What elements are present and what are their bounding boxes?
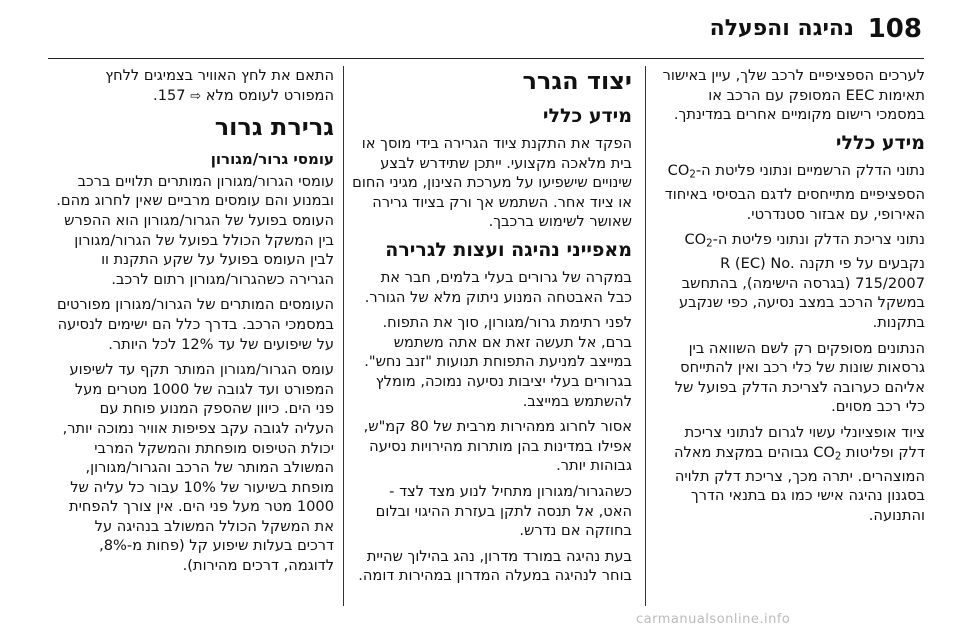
text: נקבעים על פי תקנה R (EC) No. 715/2007 (בגרסה הישימה), בהתחשב במשקל הרכב במצב נסיעה, כפי שנקבע בתקנות.	[679, 255, 925, 332]
heading-towing-equipment: יצוד הגרר	[522, 67, 632, 95]
paragraph: לפני רתימת גרור/מגורון, סוך את התפוח. ברם, אל תעשה זאת אם אתה משתמש במייצב למניעת התפוחת תנועות "זנב נחש". בגרורים בעלי יציבות נסיעה נמוכה, מומלץ להשתמש במייצב.	[364, 314, 632, 410]
text: $ה-CO_2$	[667, 161, 711, 181]
heading-trailer-towing: גרירת גרור	[214, 113, 334, 142]
paragraph: הפקד את התקנת ציוד הגרירה בידי מוסך או בית מלאכה מקצועי. ייתכן שתידרש לבצע שינויים שישפיעו על מערכת הצינון, מגיני החום או ציוד אחר. השתמש אך ורק בציוד גרירה שאושר לשימוש ברכבך.	[352, 135, 632, 231]
paragraph: העומסים המותרים של הגרור/מגורון מפורטים במסמכי הרכב. בדרך כלל הם ישימים לנסיעה על שיפועים של עד 12% לכל היותר.	[56, 296, 334, 353]
subscript: 2	[834, 451, 842, 463]
page-reference-link[interactable]: 157.	[153, 86, 191, 104]
paragraph	[655, 161, 925, 224]
paragraph	[655, 423, 925, 526]
paragraph: במקרה של גרורים בעלי בלמים, חבר את כבל האבטחה המנוע ניתוק מלא של הגורר.	[364, 268, 632, 306]
paragraph: אסור לחרוג ממהירות מרבית של 80 קמ"ש, אפילו במדינות בהן מותרות מהירויות נסיעה גבוהות יותר.	[363, 418, 632, 475]
paragraph: בעת נהיגה במורד מדרון, נהג בהילוך שהיית בוחר לנהיגה במעלה המדרון במהירות דומה.	[358, 547, 632, 585]
page-header	[0, 0, 960, 60]
paragraph: עומסי הגרור/מגורון המותרים תלויים ברכב ובמנוע והם עומסים מרביים שאין לחרוג מהם. העומס בפועל של הגרור/מגורון הוא ההפרש בין המשקל הכולל בפועל של הגרור/מגורון לבין העומס בפועל על שקע התקנת וו הגרירה כשהגרור/מגורון רתום לרכב.	[56, 172, 334, 288]
text: גבוהים במקצת מאלה המוצהרים. יתרה מכך, צריכת דלק תלויה בסגנון נהיגה אישי כמו גם בתנאי הדרך והתנועה.	[673, 443, 925, 524]
text: נתוני הדלק הרשמיים ונתוני פליטת	[715, 161, 925, 179]
paragraph: עומס הגרור/מגורון המותר תקף עד לשיפוע המפורט ועד לגובה של 1000 מטרים מעל פני הים. כיוון שהספק המנוע פוחת עם העליה לגובה עקב צפיפות אוויר נמוכה יותר, יכולת הטיפוס מופחתת והמשקל המרבי המשולב המותר של הרכב והגרור/מגורון, מופחת בשיעור של 10% עבור כל עליה של 1000 מטר מעל פני הים. אין צורך להפחית את המשקל הכולל המשולב בנהיגה על דרכים בעלות שיפוע קל (פחות מ-8%, לדוגמה, דרכים מהירות).	[62, 361, 334, 575]
heading-general-info: מידע כללי	[835, 131, 925, 154]
watermark: carmanualsonline.info	[636, 612, 791, 627]
subheading-trailer-loads: עומסי גרור/מגורון	[210, 150, 334, 169]
text: ציוד אופציונלי עשוי לגרום לנתוני צריכת דלק ופליטות CO	[684, 424, 925, 461]
header-divider	[48, 58, 924, 59]
arrow-right-icon: ⇨	[190, 88, 202, 104]
paragraph	[56, 66, 334, 106]
heading-general-info: מידע כללי	[542, 105, 632, 127]
section-title: נהיגה והפעלה	[709, 16, 854, 41]
text: התאם את לחץ האוויר בצמיגים ללחץ המפורט לעומס מלא	[105, 67, 334, 104]
column-divider	[343, 66, 344, 606]
heading-driving-characteristics: מאפייני נהיגה ועצות לגרירה	[385, 238, 632, 261]
paragraph: כשהגרור/מגורון מתחיל לנוע מצד לצד - האט, אל תנסה לתקן בעזרת ההיגוי ובלום בחוזקה אם נדרש.	[375, 482, 632, 540]
paragraph: לערכים הספציפיים לרכב שלך, עיין באישור תאימות EEC המסופק עם הרכב או במסמכי רישום מקומיים אחרים במדינתך.	[662, 67, 925, 124]
text: נתוני צריכת הדלק ונתוני פליטת ה-CO	[684, 231, 925, 249]
column-left	[56, 66, 334, 582]
column-divider	[645, 66, 646, 606]
paragraph	[655, 230, 925, 333]
paragraph: הנתונים מסופקים רק לשם השוואה בין גרסאות שונות של כלי רכב ואין להתייחס אליהם כערובה לצריכת הדלק בפועל של כלי רכב מסוים.	[674, 339, 925, 416]
subscript: 2	[706, 238, 713, 250]
page-number: 108	[867, 14, 922, 44]
column-middle	[352, 66, 632, 592]
text: הספציפיים מתייחסים לדגם הבסיסי באיחוד האירופי, עם אבזור סטנדרטי.	[664, 185, 925, 223]
column-right	[655, 66, 925, 532]
